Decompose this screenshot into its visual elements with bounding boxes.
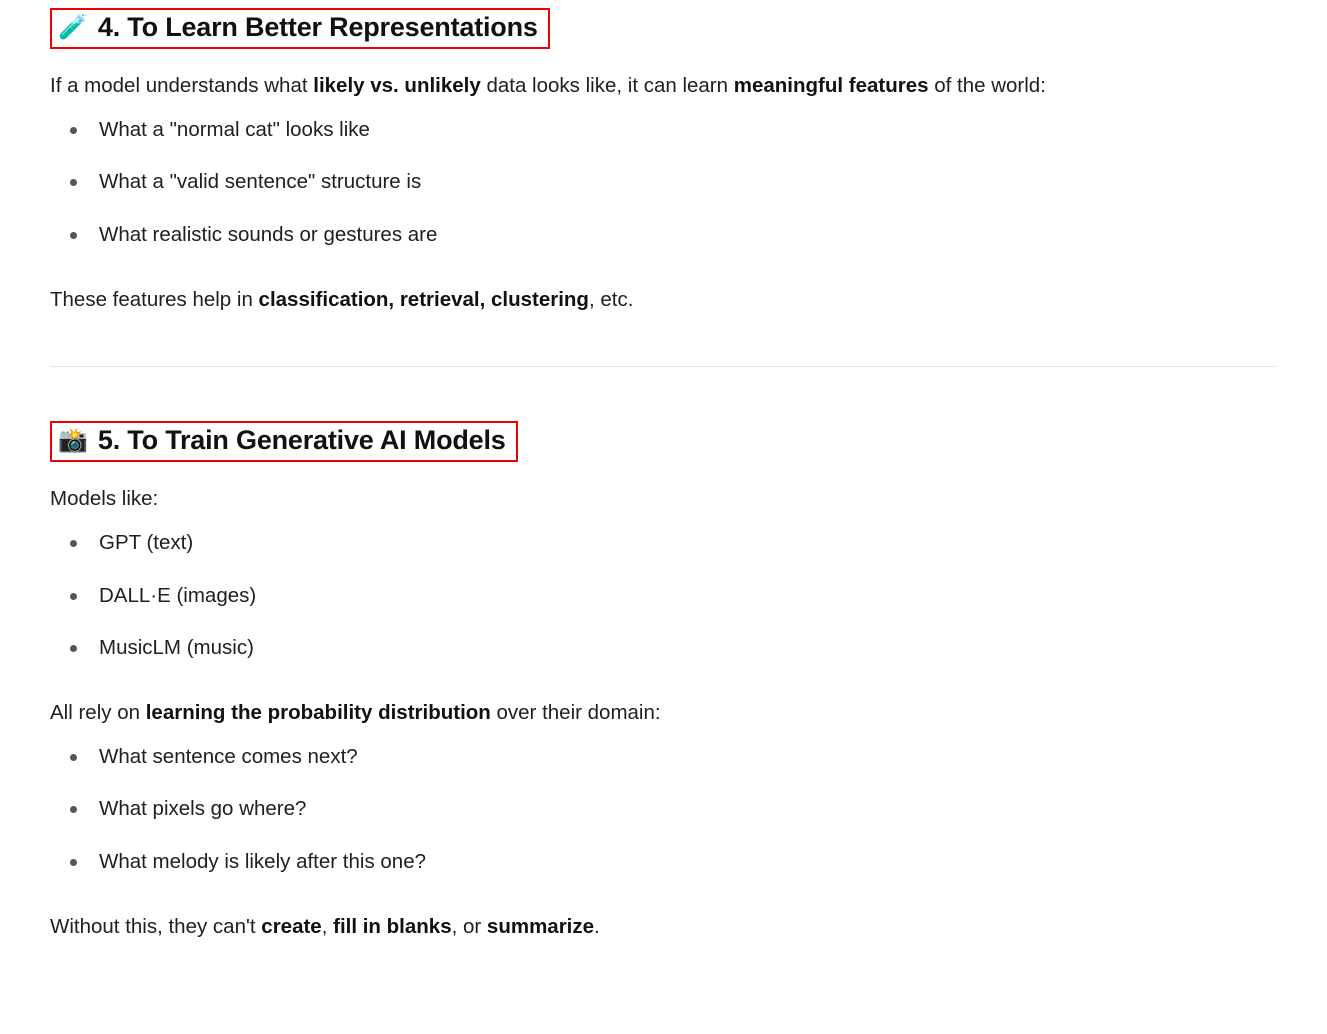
section-5-heading — [50, 421, 518, 462]
document-page — [0, 8, 1327, 941]
section-5-mid-text — [50, 698, 1277, 728]
body-text: over their domain: — [490, 701, 661, 724]
emphasis-text: meaningful features — [733, 74, 929, 97]
list-item: What a "valid sentence" structure is — [50, 169, 1277, 196]
section-5-title: 5. To Train Generative AI Models — [97, 425, 506, 456]
section-4-closing — [50, 285, 1277, 315]
section-4-heading — [50, 8, 550, 49]
body-text: data looks like, it can learn — [480, 74, 734, 97]
list-item: What sentence comes next? — [50, 744, 1277, 771]
section-divider — [50, 366, 1277, 367]
emphasis-text: fill in blanks — [333, 914, 452, 938]
section-4-bullet-list — [50, 117, 1277, 249]
section-4-intro — [50, 71, 1277, 101]
emphasis-text: learning the probability distribution — [145, 701, 491, 724]
body-text: All rely on — [50, 701, 146, 724]
section-5-closing — [50, 912, 1277, 942]
body-text: Without this, they can't — [50, 914, 262, 938]
body-text: If a model understands what — [50, 74, 314, 97]
body-text: of the world: — [928, 74, 1046, 97]
section-5-intro — [50, 484, 1277, 514]
list-item: MusicLM (music) — [50, 635, 1277, 662]
section-4-title: 4. To Learn Better Representations — [97, 12, 538, 42]
list-item: GPT (text) — [50, 530, 1277, 557]
test-tube-icon: 🧪 — [58, 13, 88, 41]
camera-with-flash-icon: 📸 — [58, 426, 88, 454]
list-item: DALL·E (images) — [50, 583, 1277, 610]
section-5-bullet-list — [50, 530, 1277, 662]
body-text: . — [594, 914, 600, 938]
emphasis-text: classification, retrieval, clustering — [258, 287, 589, 311]
body-text: , etc. — [588, 287, 634, 311]
list-item: What melody is likely after this one? — [50, 849, 1277, 876]
section-4-heading-wrapper — [50, 8, 1277, 49]
list-item: What pixels go where? — [50, 796, 1277, 823]
emphasis-text: create — [261, 914, 322, 938]
section-5-bullet-list-2 — [50, 744, 1277, 876]
list-item: What a "normal cat" looks like — [50, 117, 1277, 144]
list-item: What realistic sounds or gestures are — [50, 222, 1277, 249]
body-text: These features help in — [50, 287, 259, 311]
section-5-heading-wrapper — [50, 421, 1277, 462]
body-text: Models like: — [50, 487, 159, 511]
emphasis-text: likely vs. unlikely — [313, 74, 481, 97]
body-text: , — [321, 914, 334, 938]
body-text: , or — [451, 914, 487, 938]
emphasis-text: summarize — [486, 914, 595, 938]
